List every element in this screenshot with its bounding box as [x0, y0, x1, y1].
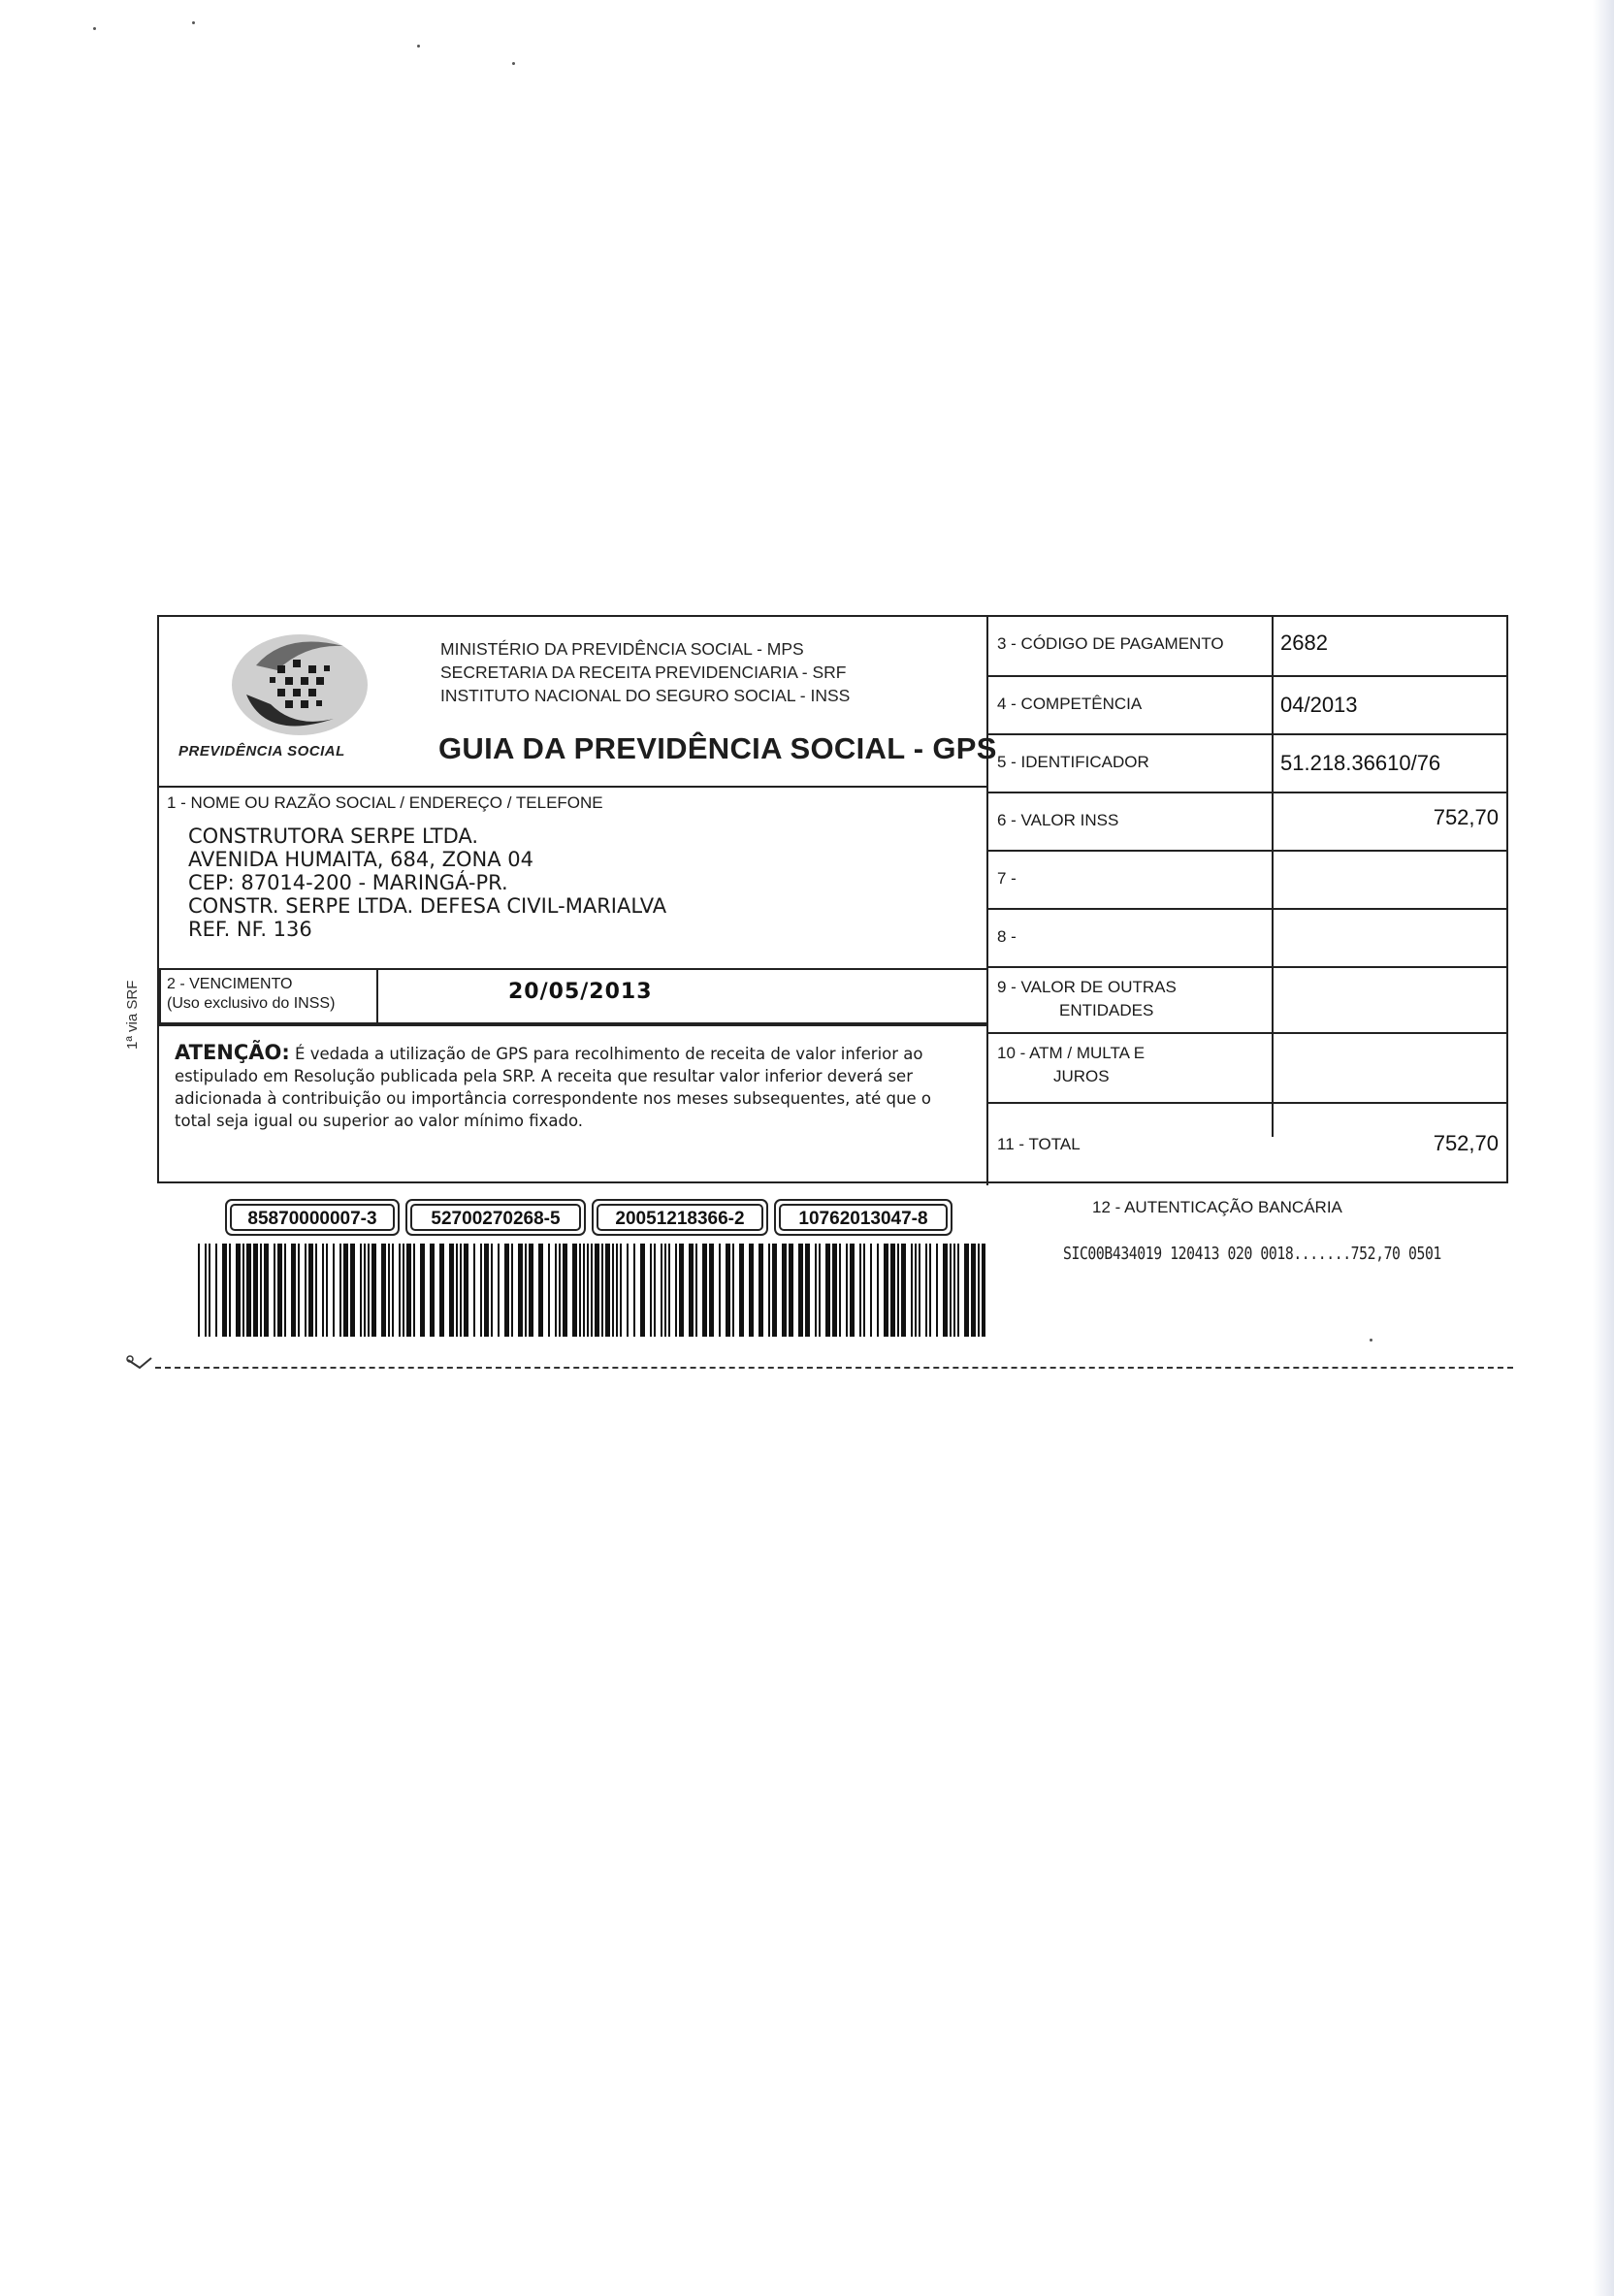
barcode-bar [406, 1244, 411, 1337]
speck [417, 45, 420, 48]
divider [986, 792, 1508, 793]
barcode-bar [732, 1244, 734, 1337]
barcode-code: 52700270268-5 [410, 1204, 581, 1231]
barcode-bar [464, 1244, 468, 1337]
barcode-code-box [225, 1199, 400, 1236]
gps-form [157, 615, 1508, 1183]
divider [986, 966, 1508, 968]
barcode-bar [460, 1244, 462, 1337]
barcode-bar [284, 1244, 286, 1337]
barcode-bar [925, 1244, 927, 1337]
barcode-bar [498, 1244, 500, 1337]
barcode-bar [664, 1244, 666, 1337]
barcode-bar [890, 1244, 895, 1337]
field-1-label: 1 - NOME OU RAZÃO SOCIAL / ENDEREÇO / TELEFONE [167, 793, 603, 812]
field-7-label: 7 - [997, 869, 1017, 888]
divider [986, 1102, 1508, 1104]
identifier-value: 51.218.36610/76 [1280, 751, 1441, 775]
barcode-bar [616, 1244, 618, 1337]
barcode-bar [654, 1244, 656, 1337]
barcode-bar [473, 1244, 475, 1337]
previdencia-logo [217, 627, 382, 741]
field-2-label: 2 - VENCIMENTO [167, 976, 293, 992]
barcode-bar [805, 1244, 810, 1337]
speck [93, 27, 96, 30]
barcode-bar [759, 1244, 763, 1337]
due-date-value: 20/05/2013 [508, 980, 653, 1004]
barcode-bar [291, 1244, 296, 1337]
barcode-bar [511, 1244, 513, 1337]
barcode-bar [702, 1244, 707, 1337]
barcode-bar [529, 1244, 533, 1337]
barcode-code: 20051218366-2 [597, 1204, 763, 1231]
barcode-bar [620, 1244, 622, 1337]
barcode-bar [548, 1244, 550, 1337]
barcode-bar [650, 1244, 652, 1337]
ministry-line: SECRETARIA DA RECEITA PREVIDENCIARIA - SRF [440, 663, 847, 682]
speck [512, 62, 515, 65]
barcode-bar [978, 1244, 980, 1337]
barcode-bar [627, 1244, 629, 1337]
barcode-code-box [405, 1199, 586, 1236]
barcode-bar [555, 1244, 557, 1337]
barcode-bar [859, 1244, 861, 1337]
divider [986, 675, 1508, 677]
cut-line [155, 1367, 1513, 1369]
payment-code-value: 2682 [1280, 631, 1328, 655]
barcode-bar [877, 1244, 879, 1337]
barcode-bar [897, 1244, 899, 1337]
barcode-bar [884, 1244, 888, 1337]
speck [192, 21, 195, 24]
field-5-label: 5 - IDENTIFICADOR [997, 753, 1149, 771]
barcode-bar [863, 1244, 865, 1337]
barcode-bar [782, 1244, 787, 1337]
barcode-bar [612, 1244, 614, 1337]
barcode-bar [832, 1244, 837, 1337]
barcode-bar [911, 1244, 913, 1337]
barcode-code: 10762013047-8 [779, 1204, 948, 1231]
barcode-bar [326, 1244, 328, 1337]
barcode-bar [413, 1244, 415, 1337]
barcode-bar [229, 1244, 231, 1337]
barcode-bar [518, 1244, 523, 1337]
barcode-bar [222, 1244, 227, 1337]
barcode-bar [308, 1244, 313, 1337]
barcode-bar [264, 1244, 269, 1337]
barcode-bar [339, 1244, 341, 1337]
field-10-label: 10 - ATM / MULTA E [997, 1044, 1146, 1062]
barcode-bar [595, 1244, 599, 1337]
total-value: 752,70 [1433, 1131, 1499, 1155]
divider [1272, 617, 1274, 1137]
field-6-label: 6 - VALOR INSS [997, 811, 1119, 829]
barcode-bar [661, 1244, 662, 1337]
barcode-bar [839, 1244, 841, 1337]
barcode-bar [403, 1244, 404, 1337]
barcode-bar [298, 1244, 300, 1337]
barcode-bar [456, 1244, 458, 1337]
barcode [198, 1244, 985, 1337]
barcode-bar [360, 1244, 362, 1337]
barcode-bar [605, 1244, 610, 1337]
barcode-bar [964, 1244, 969, 1337]
side-note: 1ª via SRF [124, 980, 141, 1050]
barcode-bar [538, 1244, 543, 1337]
barcode-bar [819, 1244, 821, 1337]
barcode-bar [525, 1244, 527, 1337]
field-12-label: 12 - AUTENTICAÇÃO BANCÁRIA [1092, 1198, 1342, 1216]
barcode-bar [919, 1244, 920, 1337]
field-1-line: CONSTR. SERPE LTDA. DEFESA CIVIL-MARIALVA [188, 894, 667, 918]
barcode-bar [236, 1244, 241, 1337]
barcode-bar [305, 1244, 307, 1337]
barcode-bar [633, 1244, 635, 1337]
barcode-bar [971, 1244, 976, 1337]
barcode-bar [749, 1244, 754, 1337]
barcode-bar [563, 1244, 567, 1337]
ministry-line: INSTITUTO NACIONAL DO SEGURO SOCIAL - INSS [440, 686, 851, 705]
barcode-bar [739, 1244, 744, 1337]
barcode-bar [815, 1244, 817, 1337]
barcode-bar [491, 1244, 493, 1337]
barcode-bar [371, 1244, 376, 1337]
field-1-line: REF. NF. 136 [188, 918, 312, 941]
barcode-bar [449, 1244, 454, 1337]
barcode-bar [943, 1244, 948, 1337]
barcode-bar [982, 1244, 985, 1337]
barcode-bar [846, 1244, 848, 1337]
barcode-bar [953, 1244, 955, 1337]
barcode-bar [668, 1244, 670, 1337]
barcode-bar [439, 1244, 444, 1337]
barcode-bar [333, 1244, 335, 1337]
barcode-bar [726, 1244, 730, 1337]
form-title: GUIA DA PREVIDÊNCIA SOCIAL - GPS [438, 731, 997, 765]
barcode-code-box [774, 1199, 952, 1236]
barcode-bar [850, 1244, 855, 1337]
divider [986, 1032, 1508, 1034]
competencia-value: 04/2013 [1280, 693, 1358, 717]
divider [986, 617, 988, 1185]
barcode-bar [640, 1244, 645, 1337]
barcode-bar [768, 1244, 770, 1337]
field-10-sublabel: JUROS [1053, 1067, 1110, 1085]
barcode-bar [915, 1244, 917, 1337]
valor-inss-value: 752,70 [1433, 805, 1499, 829]
barcode-bar [253, 1244, 258, 1337]
barcode-bar [929, 1244, 931, 1337]
field-1-line: CONSTRUTORA SERPE LTDA. [188, 825, 479, 848]
divider [159, 1024, 986, 1026]
divider [986, 733, 1508, 735]
barcode-bar [936, 1244, 938, 1337]
barcode-bar [381, 1244, 386, 1337]
notice-body: É vedada a utilização de GPS para recolhimento de receita de valor inferior ao estipulado em Resolução publicada pela SRP. A receita que resultar valor inferior deverá ser adicionada à contribuição ou importância correspondente nos meses subsequentes, até que o total seja igual ou superior ao valor mínimo fixado. [175, 1045, 931, 1130]
barcode-bar [957, 1244, 959, 1337]
barcode-bar [572, 1244, 577, 1337]
field-11-label: 11 - TOTAL [997, 1135, 1081, 1153]
barcode-bar [695, 1244, 697, 1337]
divider [986, 908, 1508, 910]
barcode-bar [579, 1244, 581, 1337]
barcode-bar [583, 1244, 585, 1337]
barcode-bar [198, 1244, 200, 1337]
barcode-bar [209, 1244, 210, 1337]
barcode-bar [825, 1244, 830, 1337]
ministry-line: MINISTÉRIO DA PREVIDÊNCIA SOCIAL - MPS [440, 639, 804, 659]
barcode-bar [215, 1244, 217, 1337]
barcode-bar [559, 1244, 561, 1337]
barcode-bar [364, 1244, 366, 1337]
barcode-bar [420, 1244, 425, 1337]
barcode-bar [772, 1244, 777, 1337]
barcode-bar [950, 1244, 952, 1337]
barcode-bar [601, 1244, 603, 1337]
barcode-bar [798, 1244, 803, 1337]
barcode-bar [388, 1244, 390, 1337]
barcode-bar [260, 1244, 262, 1337]
field-1-line: CEP: 87014-200 - MARINGÁ-PR. [188, 871, 508, 894]
barcode-bar [322, 1244, 324, 1337]
divider [159, 786, 986, 788]
barcode-bar [587, 1244, 589, 1337]
barcode-bar [901, 1244, 906, 1337]
barcode-bar [399, 1244, 401, 1337]
bank-authentication: SIC00B434019 120413 020 0018.......752,70 0501 [1063, 1244, 1441, 1264]
barcode-bar [368, 1244, 370, 1337]
barcode-code: 85870000007-3 [230, 1204, 395, 1231]
field-9-label: 9 - VALOR DE OUTRAS [997, 978, 1177, 996]
speck [1370, 1339, 1372, 1342]
barcode-bar [719, 1244, 721, 1337]
barcode-bar [675, 1244, 677, 1337]
barcode-bar [709, 1244, 714, 1337]
barcode-bar [242, 1244, 244, 1337]
barcode-bar [504, 1244, 509, 1337]
barcode-bar [350, 1244, 355, 1337]
barcode-bar [484, 1244, 489, 1337]
divider [986, 850, 1508, 852]
barcode-bar [315, 1244, 317, 1337]
barcode-bar [274, 1244, 275, 1337]
field-9-sublabel: ENTIDADES [1059, 1001, 1154, 1019]
field-3-label: 3 - CÓDIGO DE PAGAMENTO [997, 634, 1224, 653]
brand-name: PREVIDÊNCIA SOCIAL [178, 743, 345, 760]
barcode-bar [277, 1244, 282, 1337]
notice-heading: ATENÇÃO: [175, 1041, 290, 1064]
field-1-line: AVENIDA HUMAITA, 684, ZONA 04 [188, 848, 533, 871]
field-4-label: 4 - COMPETÊNCIA [997, 695, 1143, 713]
page-edge [1593, 0, 1614, 2296]
barcode-bar [789, 1244, 793, 1337]
barcode-bar [870, 1244, 872, 1337]
barcode-bar [480, 1244, 482, 1337]
barcode-bar [430, 1244, 435, 1337]
barcode-bar [679, 1244, 684, 1337]
divider [376, 968, 378, 1024]
notice-text [175, 1042, 970, 1132]
barcode-bar [246, 1244, 251, 1337]
field-2-sublabel: (Uso exclusivo do INSS) [167, 995, 336, 1012]
barcode-bar [392, 1244, 394, 1337]
barcode-bar [343, 1244, 348, 1337]
barcode-bar [689, 1244, 694, 1337]
barcode-code-box [592, 1199, 768, 1236]
barcode-bar [591, 1244, 593, 1337]
field-8-label: 8 - [997, 927, 1017, 946]
scissors-icon [126, 1354, 153, 1375]
barcode-bar [205, 1244, 207, 1337]
